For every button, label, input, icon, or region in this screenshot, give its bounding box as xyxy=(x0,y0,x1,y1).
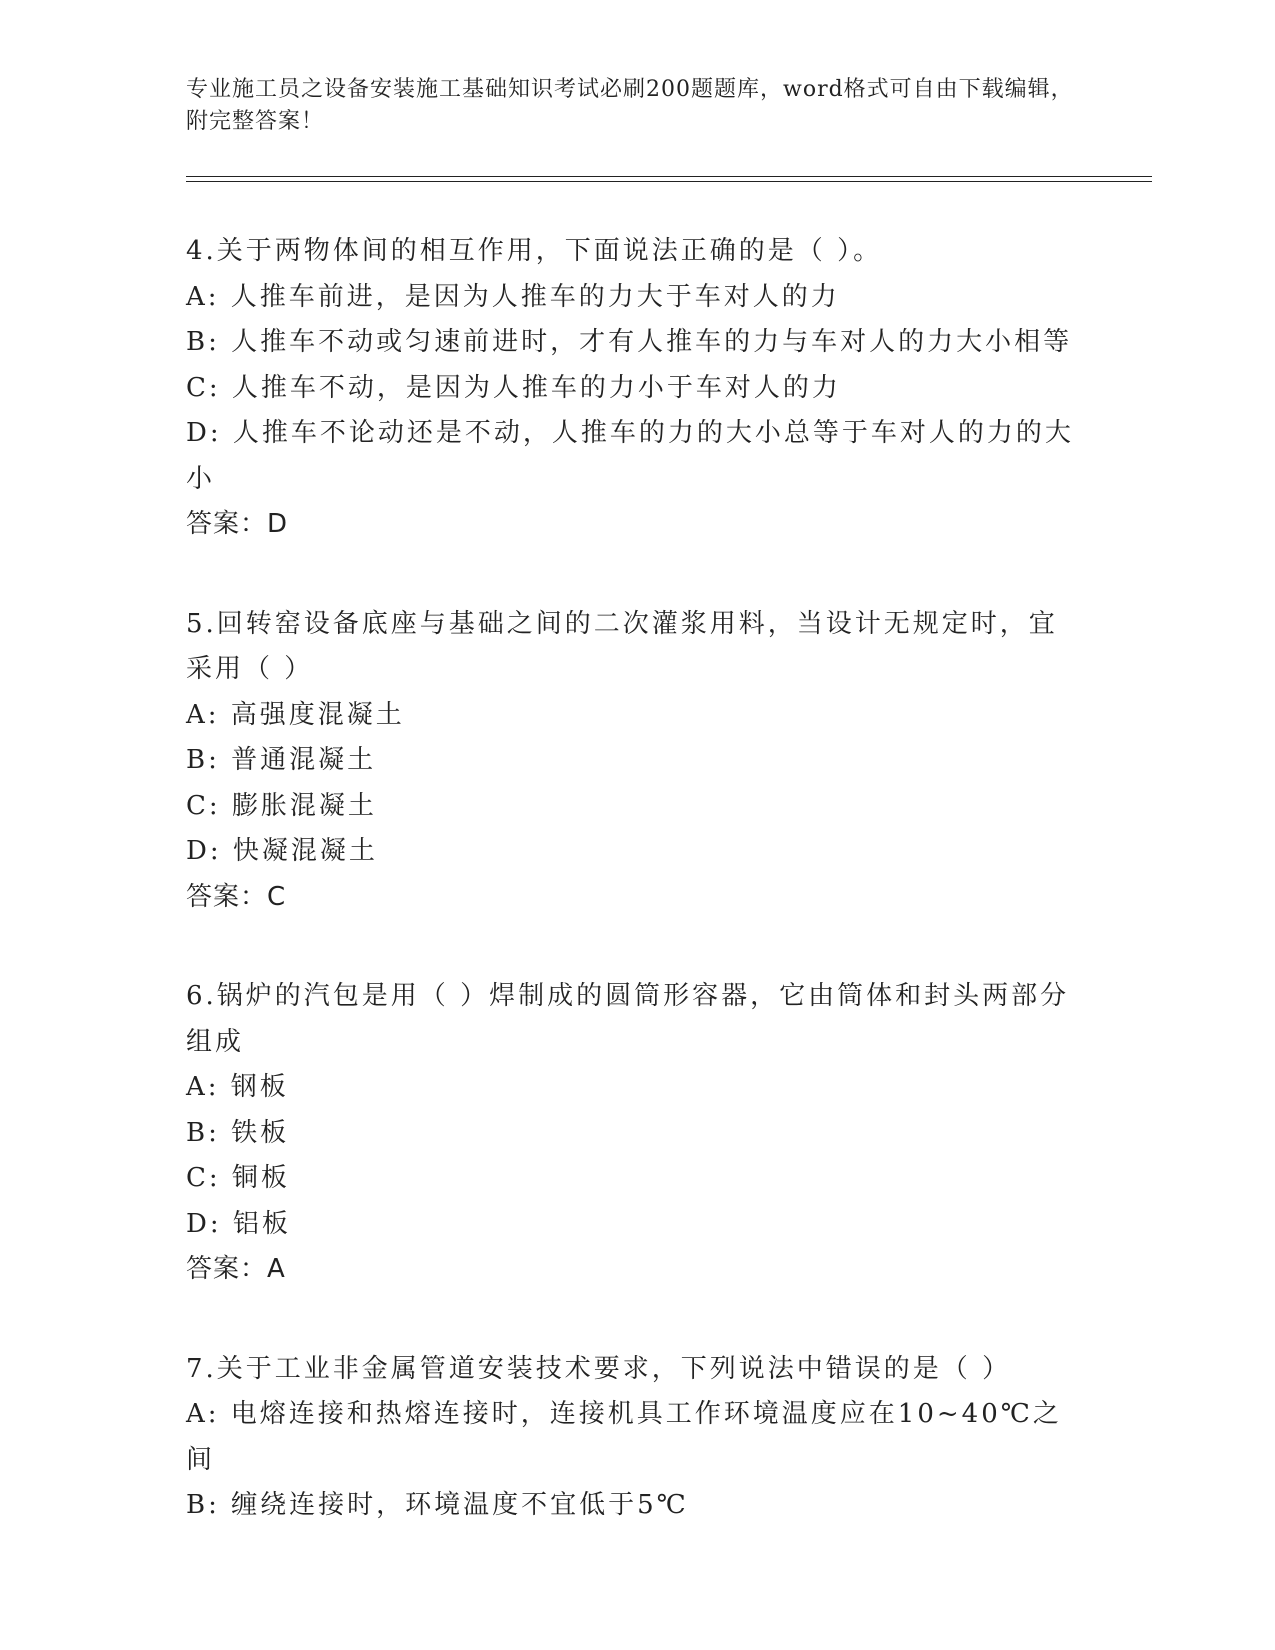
question-7 xyxy=(186,1347,1086,1529)
option-d: D: 快凝混凝土 xyxy=(186,836,378,866)
question-4 xyxy=(186,229,1086,548)
document-header: 专业施工员之设备安装施工基础知识考试必刷200题题库，word格式可自由下载编辑，附完整答案！ xyxy=(186,77,1074,134)
option-c: C: 铜板 xyxy=(186,1163,290,1193)
option-b: B: 人推车不动或匀速前进时，才有人推车的力与车对人的力大小相等 xyxy=(186,327,1073,357)
question-stem: 7.关于工业非金属管道安装技术要求，下列说法中错误的是（ ） xyxy=(186,1353,1012,1384)
option-b: B: 普通混凝土 xyxy=(186,745,377,775)
answer-label: 答案：C xyxy=(186,881,287,912)
option-c: C: 人推车不动，是因为人推车的力小于车对人的力 xyxy=(186,372,841,403)
question-5 xyxy=(186,602,1086,921)
question-stem: 4.关于两物体间的相互作用，下面说法正确的是（ ）。 xyxy=(186,236,883,266)
option-a: A: 人推车前进，是因为人推车的力大于车对人的力 xyxy=(186,281,840,312)
option-a: A: 钢板 xyxy=(186,1072,289,1102)
header-divider-bottom xyxy=(186,181,1152,182)
question-stem: 6.锅炉的汽包是用（ ）焊制成的圆筒形容器，它由筒体和封头两部分组成 xyxy=(186,981,1070,1057)
option-b: B: 缠绕连接时，环境温度不宜低于5℃ xyxy=(186,1490,689,1520)
header-divider-top xyxy=(186,176,1152,177)
question-6 xyxy=(186,974,1086,1293)
option-b: B: 铁板 xyxy=(186,1117,290,1148)
option-d: D: 人推车不论动还是不动，人推车的力的大小总等于车对人的力的大小 xyxy=(186,418,1074,494)
option-a: A: 电熔连接和热熔连接时，连接机具工作环境温度应在10~40℃之间 xyxy=(186,1399,1062,1475)
option-d: D: 铝板 xyxy=(186,1208,291,1239)
answer-label: 答案：D xyxy=(186,509,289,539)
option-c: C: 膨胀混凝土 xyxy=(186,790,377,821)
option-a: A: 高强度混凝土 xyxy=(186,699,405,730)
question-stem: 5.回转窑设备底座与基础之间的二次灌浆用料，当设计无规定时，宜采用（ ） xyxy=(186,608,1058,684)
question-list xyxy=(186,229,1086,1583)
answer-label: 答案：A xyxy=(186,1254,286,1284)
